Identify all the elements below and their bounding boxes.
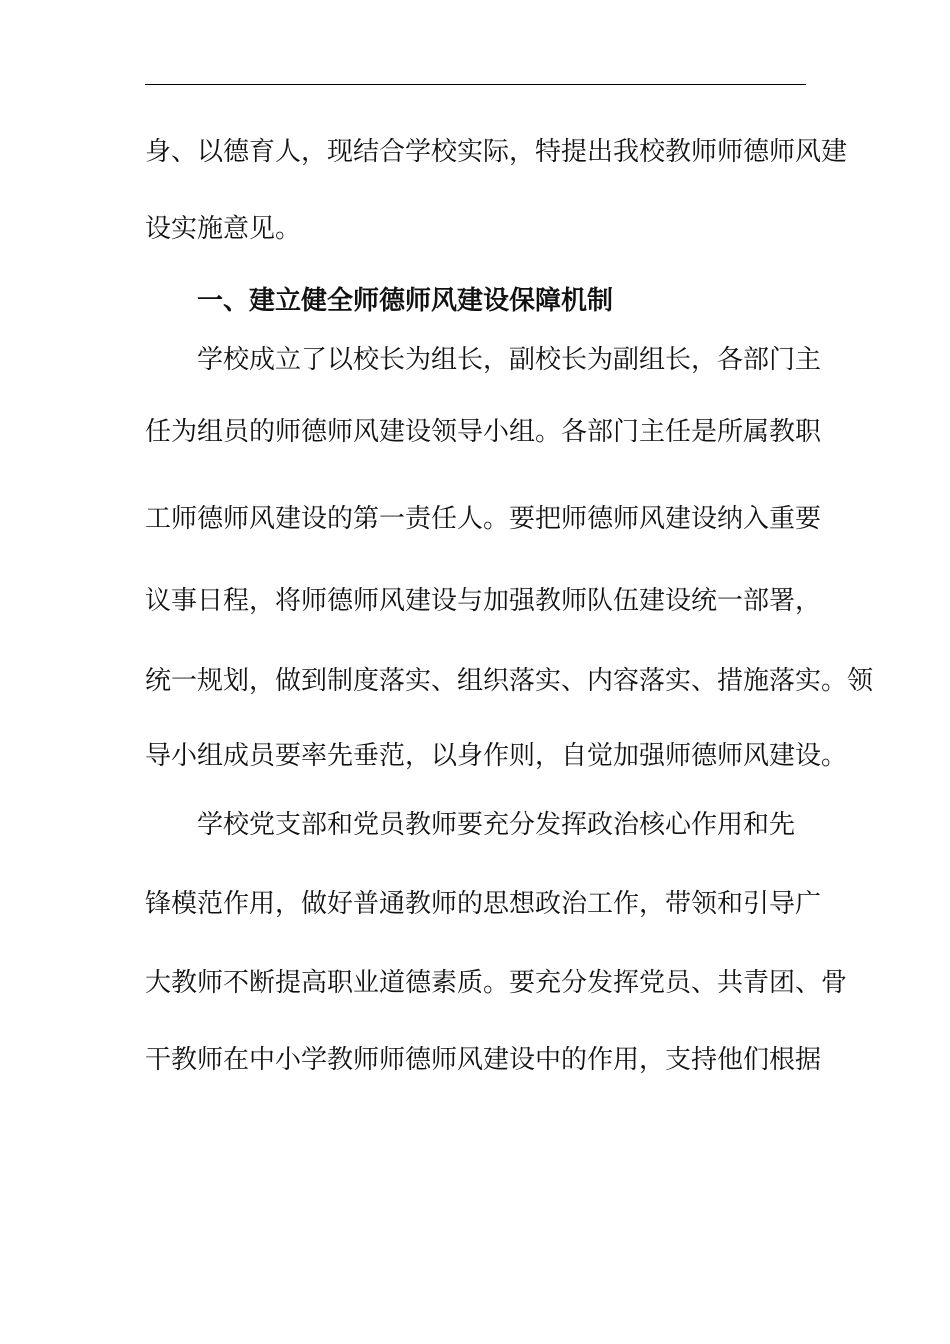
section-heading: 一、建立健全师德师风建设保障机制 [197, 286, 614, 316]
paragraph-line: 干教师在中小学教师师德师风建设中的作用，支持他们根据 [145, 1045, 822, 1075]
paragraph-line: 学校党支部和党员教师要充分发挥政治核心作用和先 [197, 810, 796, 840]
paragraph-line: 任为组员的师德师风建设领导小组。各部门主任是所属教职 [145, 417, 822, 447]
paragraph-line: 设实施意见。 [145, 214, 302, 244]
paragraph-line: 学校成立了以校长为组长，副校长为副组长，各部门主 [197, 345, 822, 375]
header-rule [145, 84, 806, 85]
paragraph-line: 锋模范作用，做好普通教师的思想政治工作，带领和引导广 [145, 889, 822, 919]
paragraph-line: 大教师不断提高职业道德素质。要充分发挥党员、共青团、骨 [145, 968, 848, 998]
paragraph-line: 统一规划，做到制度落实、组织落实、内容落实、措施落实。领 [145, 666, 874, 696]
paragraph-line: 工师德师风建设的第一责任人。要把师德师风建设纳入重要 [145, 504, 822, 534]
paragraph-line: 议事日程，将师德师风建设与加强教师队伍建设统一部署， [145, 586, 822, 616]
paragraph-line: 身、以德育人，现结合学校实际，特提出我校教师师德师风建 [145, 137, 848, 167]
paragraph-line: 导小组成员要率先垂范，以身作则，自觉加强师德师风建设。 [145, 741, 848, 771]
